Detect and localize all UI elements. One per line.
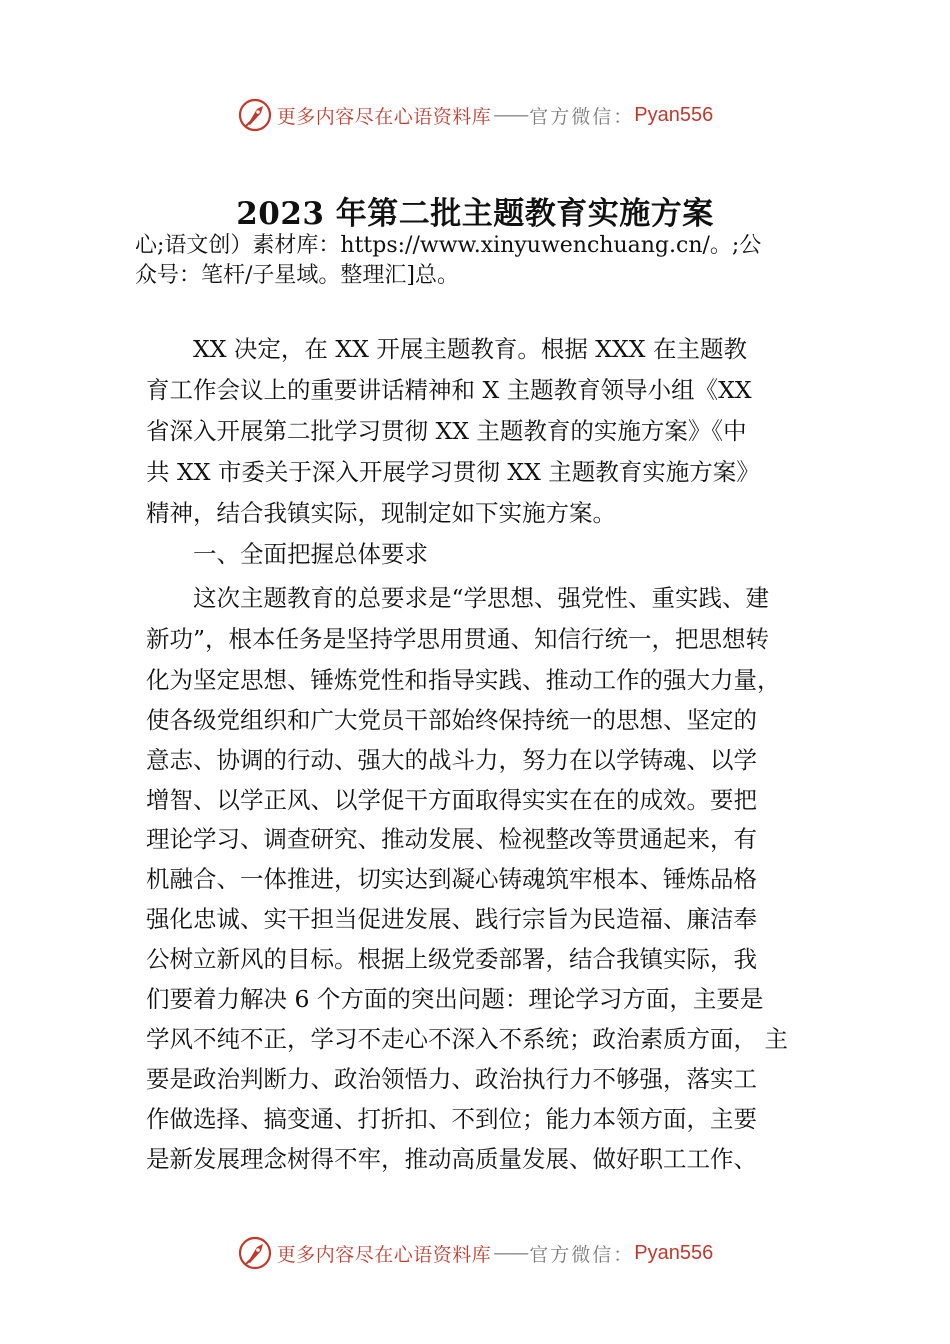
banner-slogan: 更多内容尽在心语资料库 xyxy=(276,105,492,128)
source-line: 心;语文创）素材库：https://www.xinyuwenchuang.cn/。;公 xyxy=(135,233,762,258)
body-line: 化为坚定思想、锤炼党性和指导实践、推动工作的强大力量， xyxy=(146,666,781,694)
body-line: 省深入开展第二批学习贯彻 XX 主题教育的实施方案》《中 xyxy=(146,417,747,445)
banner-dash: —— xyxy=(493,104,528,126)
section-heading: 一、全面把握总体要求 xyxy=(193,540,428,568)
banner-wechat-id: Pyan556 xyxy=(634,103,714,126)
pen-nib-logo-icon xyxy=(237,1235,273,1271)
body-line: 们要着力解决 6 个方面的突出问题：理论学习方面，主要是 xyxy=(146,985,764,1013)
banner-dash: —— xyxy=(493,1242,528,1264)
body-line: 要是政治判断力、政治领悟力、政治执行力不够强，落实工 xyxy=(146,1065,757,1093)
body-line: 这次主题教育的总要求是“学思想、强党性、重实践、建 xyxy=(193,584,770,612)
body-line: 理论学习、调查研究、推动发展、检视整改等贯通起来，有 xyxy=(146,825,757,853)
body-line: 作做选择、搞变通、打折扣、不到位；能力本领方面，主要 xyxy=(146,1105,757,1133)
body-line: 增智、以学正风、以学促干方面取得实实在在的成效。要把 xyxy=(146,786,757,814)
banner-wechat-id: Pyan556 xyxy=(634,1241,714,1264)
banner-slogan: 更多内容尽在心语资料库 xyxy=(276,1243,492,1266)
body-line: 强化忠诚、实干担当促进发展、践行宗旨为民造福、廉洁奉 xyxy=(146,905,757,933)
body-line: 精神，结合我镇实际，现制定如下实施方案。 xyxy=(146,499,616,527)
body-line: 学风不纯不正，学习不走心不深入不系统；政治素质方面， 主 xyxy=(146,1025,788,1053)
footer-banner xyxy=(0,1230,950,1276)
body-line: XX 决定，在 XX 开展主题教育。根据 XXX 在主题教 xyxy=(193,335,747,363)
body-line: 机融合、一体推进，切实达到凝心铸魂筑牢根本、锤炼品格 xyxy=(146,865,757,893)
header-banner xyxy=(0,92,950,138)
body-line: 共 XX 市委关于深入开展学习贯彻 XX 主题教育实施方案》 xyxy=(146,458,760,486)
source-line: 众号：笔杆/子星域。整理汇]总。 xyxy=(135,263,459,288)
body-line: 是新发展理念树得不牢，推动高质量发展、做好职工工作、 xyxy=(146,1145,757,1173)
body-line: 意志、协调的行动、强大的战斗力，努力在以学铸魂、以学 xyxy=(146,746,757,774)
body-line: 新功”，根本任务是坚持学思用贯通、知信行统一，把思想转 xyxy=(146,625,770,653)
page-title: 2023 年第二批主题教育实施方案 xyxy=(236,196,714,232)
body-line: 育工作会议上的重要讲话精神和 X 主题教育领导小组《XX xyxy=(146,376,752,404)
pen-nib-logo-icon xyxy=(237,97,273,133)
body-line: 使各级党组织和广大党员干部始终保持统一的思想、坚定的 xyxy=(146,706,757,734)
body-line: 公树立新风的目标。根据上级党委部署，结合我镇实际，我 xyxy=(146,945,757,973)
banner-wechat-label: 官方微信： xyxy=(529,105,635,128)
banner-wechat-label: 官方微信： xyxy=(529,1243,635,1266)
